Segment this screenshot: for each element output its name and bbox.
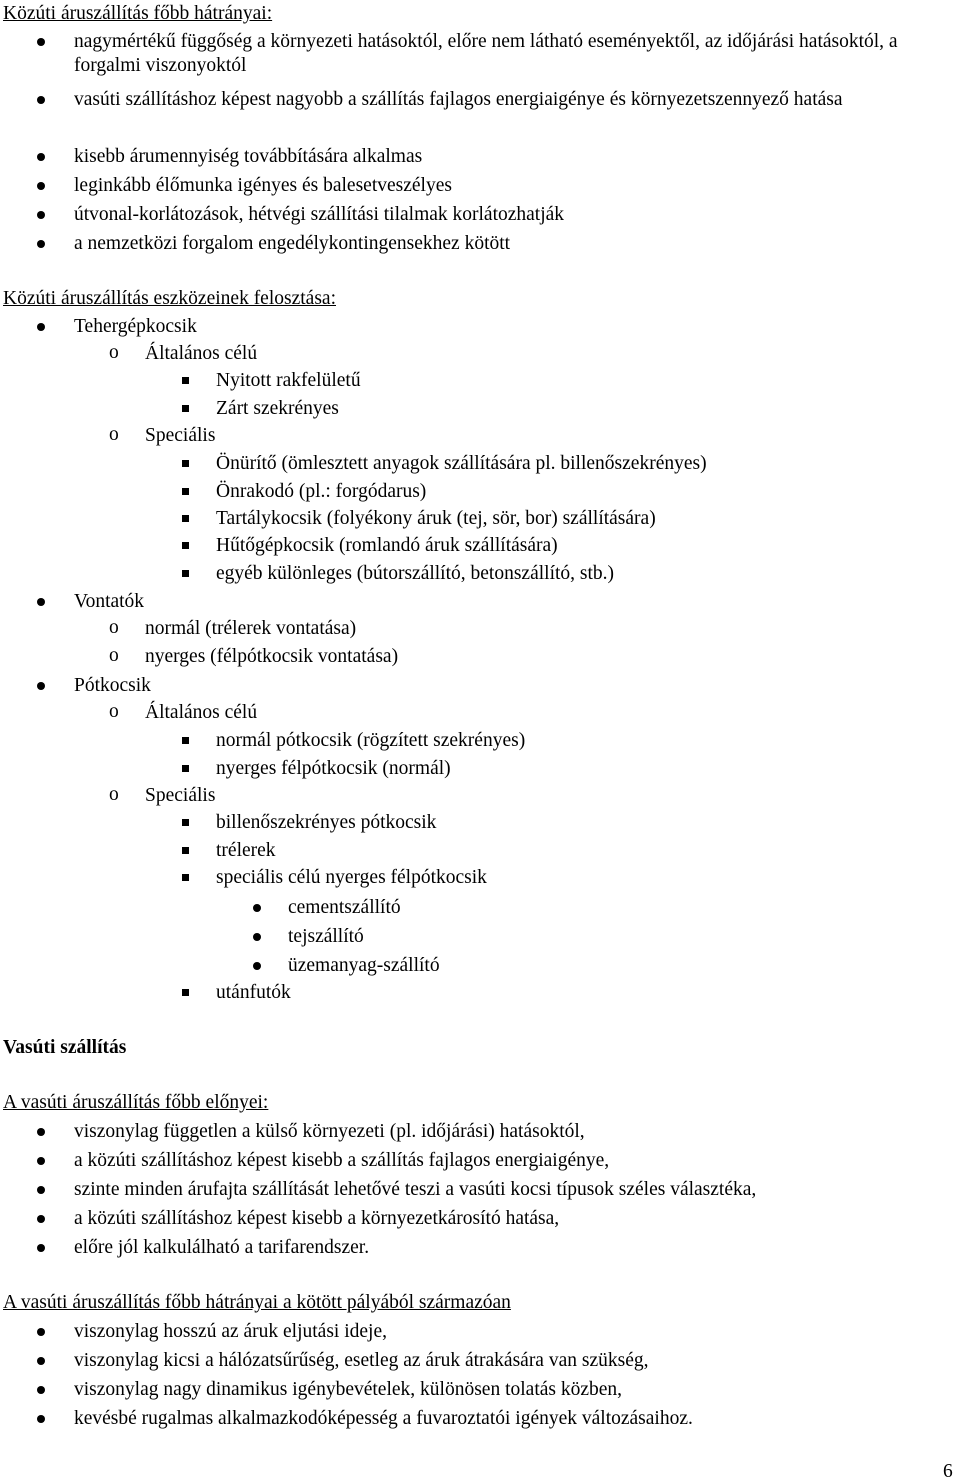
list-item <box>74 232 510 256</box>
bullet-icon <box>32 1320 48 1344</box>
list-item <box>74 1320 387 1344</box>
list-item <box>74 674 151 698</box>
list-item <box>216 811 436 835</box>
bullet-icon <box>32 1378 48 1402</box>
bullet-icon <box>32 232 48 256</box>
bullet-icon <box>248 896 264 920</box>
bullet-icon <box>32 674 48 698</box>
list-item-text: viszonylag hosszú az áruk eljutási ideje, <box>74 1321 387 1342</box>
list-item-text: nagymértékű függőség a környezeti hatásoktól, előre nem látható eseményektől, az időjárási hatásoktól, a forgalmi viszonyoktól <box>74 31 898 76</box>
list-item <box>288 925 364 949</box>
page-number: 6 <box>943 1461 953 1482</box>
list-item-text: viszonylag nagy dinamikus igénybevételek, különösen tolatás közben, <box>74 1379 623 1400</box>
circle-bullet-icon <box>109 784 125 808</box>
list-item <box>288 954 440 978</box>
square-bullet-icon <box>179 981 195 1005</box>
list-item <box>74 1349 648 1373</box>
list-item <box>74 174 452 198</box>
bullet-icon <box>32 590 48 614</box>
list-item <box>216 729 525 753</box>
list-item <box>74 590 144 614</box>
square-bullet-icon <box>179 729 195 753</box>
road-disadvantages-heading: Közúti áruszállítás főbb hátrányai: <box>3 3 273 24</box>
bullet-icon <box>32 1178 48 1202</box>
list-item-text: szinte minden árufajta szállítását lehetővé teszi a vasúti kocsi típusok széles választéka, <box>74 1179 757 1200</box>
list-item <box>216 866 487 890</box>
list-item <box>216 480 426 504</box>
bullet-icon <box>32 315 48 339</box>
list-item-text: viszonylag független a külső környezeti (pl. időjárási) hatásoktól, <box>74 1121 585 1142</box>
square-bullet-icon <box>179 562 195 586</box>
list-item <box>216 534 558 558</box>
list-item <box>74 145 422 169</box>
list-item-text: Önrakodó (pl.: forgódarus) <box>216 481 427 502</box>
rail-transport-title: Vasúti szállítás <box>3 1037 127 1058</box>
bullet-icon <box>248 954 264 978</box>
list-item-text: Pótkocsik <box>74 675 151 696</box>
bullet-icon <box>32 203 48 227</box>
list-item-text: kisebb árumennyiség továbbítására alkalmas <box>74 146 423 167</box>
list-item-text: viszonylag kicsi a hálózatsűrűség, esetleg az áruk átrakására van szükség, <box>74 1350 649 1371</box>
square-bullet-icon <box>179 369 195 393</box>
list-item-text: üzemanyag-szállító <box>288 955 440 976</box>
list-item-text: billenőszekrényes pótkocsik <box>216 812 437 833</box>
list-item-text: egyéb különleges (bútorszállító, betonszállító, stb.) <box>216 563 615 584</box>
list-item <box>145 784 215 808</box>
list-item <box>216 562 614 586</box>
list-item <box>216 507 656 531</box>
bullet-icon <box>32 30 48 54</box>
list-item-text: trélerek <box>216 840 276 861</box>
square-bullet-icon <box>179 397 195 421</box>
list-item-text: speciális célú nyerges félpótkocsik <box>216 867 487 888</box>
bullet-icon <box>32 174 48 198</box>
road-equipment-heading: Közúti áruszállítás eszközeinek felosztása: <box>3 288 336 309</box>
list-item <box>216 369 361 393</box>
list-item-text: Zárt szekrényes <box>216 398 339 419</box>
list-item-text: a közúti szállításhoz képest kisebb a szállítás fajlagos energiaigénye, <box>74 1150 610 1171</box>
square-bullet-icon <box>179 757 195 781</box>
square-bullet-icon <box>179 866 195 890</box>
bullet-icon <box>32 88 48 112</box>
list-item <box>145 342 257 366</box>
list-item <box>216 757 451 781</box>
list-item <box>74 1236 369 1260</box>
list-item-text: Általános célú <box>145 343 258 364</box>
list-item-text: utánfutók <box>216 982 291 1003</box>
list-item-text: nyerges (félpótkocsik vontatása) <box>145 646 399 667</box>
list-item-text: Nyitott rakfelületű <box>216 370 361 391</box>
list-item <box>74 88 958 112</box>
list-item <box>145 701 257 725</box>
list-item <box>216 397 339 421</box>
list-item <box>145 424 215 448</box>
list-item-text: Hűtőgépkocsik (romlandó áruk szállítására) <box>216 535 558 556</box>
circle-bullet-icon <box>109 701 125 725</box>
bullet-icon <box>248 925 264 949</box>
list-item <box>74 30 954 78</box>
square-bullet-icon <box>179 452 195 476</box>
list-item <box>74 315 197 339</box>
list-item-text: a közúti szállításhoz képest kisebb a környezetkárosító hatása, <box>74 1208 560 1229</box>
bullet-icon <box>32 1407 48 1431</box>
list-item <box>74 1178 756 1202</box>
circle-bullet-icon <box>109 617 125 641</box>
bullet-icon <box>32 1236 48 1260</box>
list-item-text: normál (trélerek vontatása) <box>145 618 357 639</box>
circle-bullet-icon <box>109 424 125 448</box>
list-item <box>288 896 401 920</box>
list-item <box>74 1378 622 1402</box>
list-item-text: vasúti szállításhoz képest nagyobb a szállítás fajlagos energiaigénye és környezetszennyező hatása <box>74 89 843 110</box>
list-item <box>216 452 707 476</box>
list-item <box>216 981 291 1005</box>
bullet-icon <box>32 1149 48 1173</box>
list-item-text: Tartálykocsik (folyékony áruk (tej, sör, bor) szállítására) <box>216 508 656 529</box>
list-item <box>74 1407 693 1431</box>
list-item-text: útvonal-korlátozások, hétvégi szállítási tilalmak korlátozhatják <box>74 204 565 225</box>
square-bullet-icon <box>179 507 195 531</box>
list-item-text: Általános célú <box>145 702 258 723</box>
list-item-text: cementszállító <box>288 897 401 918</box>
list-item <box>74 1207 559 1231</box>
circle-bullet-icon <box>109 645 125 669</box>
square-bullet-icon <box>179 480 195 504</box>
circle-bullet-icon <box>109 342 125 366</box>
square-bullet-icon <box>179 811 195 835</box>
list-item-text: Speciális <box>145 425 216 446</box>
square-bullet-icon <box>179 534 195 558</box>
list-item-text: tejszállító <box>288 926 364 947</box>
list-item-text: Speciális <box>145 785 216 806</box>
list-item-text: kevésbé rugalmas alkalmazkodóképesség a fuvaroztatói igények változásaihoz. <box>74 1408 693 1429</box>
rail-advantages-heading: A vasúti áruszállítás főbb előnyei: <box>3 1092 269 1113</box>
list-item-text: Önürítő (ömlesztett anyagok szállítására pl. billenőszekrényes) <box>216 453 707 474</box>
list-item-text: leginkább élőmunka igényes és balesetveszélyes <box>74 175 452 196</box>
list-item <box>74 203 564 227</box>
bullet-icon <box>32 1120 48 1144</box>
list-item <box>216 839 276 863</box>
rail-disadvantages-heading: A vasúti áruszállítás főbb hátrányai a kötött pályából származóan <box>3 1292 511 1313</box>
list-item-text: Tehergépkocsik <box>74 316 197 337</box>
list-item <box>145 645 398 669</box>
bullet-icon <box>32 145 48 169</box>
bullet-icon <box>32 1207 48 1231</box>
square-bullet-icon <box>179 839 195 863</box>
list-item-text: a nemzetközi forgalom engedélykontingensekhez kötött <box>74 233 511 254</box>
list-item <box>145 617 356 641</box>
list-item-text: normál pótkocsik (rögzített szekrényes) <box>216 730 526 751</box>
bullet-icon <box>32 1349 48 1373</box>
list-item-text: Vontatók <box>74 591 145 612</box>
list-item-text: előre jól kalkulálható a tarifarendszer. <box>74 1237 370 1258</box>
list-item-text: nyerges félpótkocsik (normál) <box>216 758 451 779</box>
list-item <box>74 1120 585 1144</box>
list-item <box>74 1149 609 1173</box>
